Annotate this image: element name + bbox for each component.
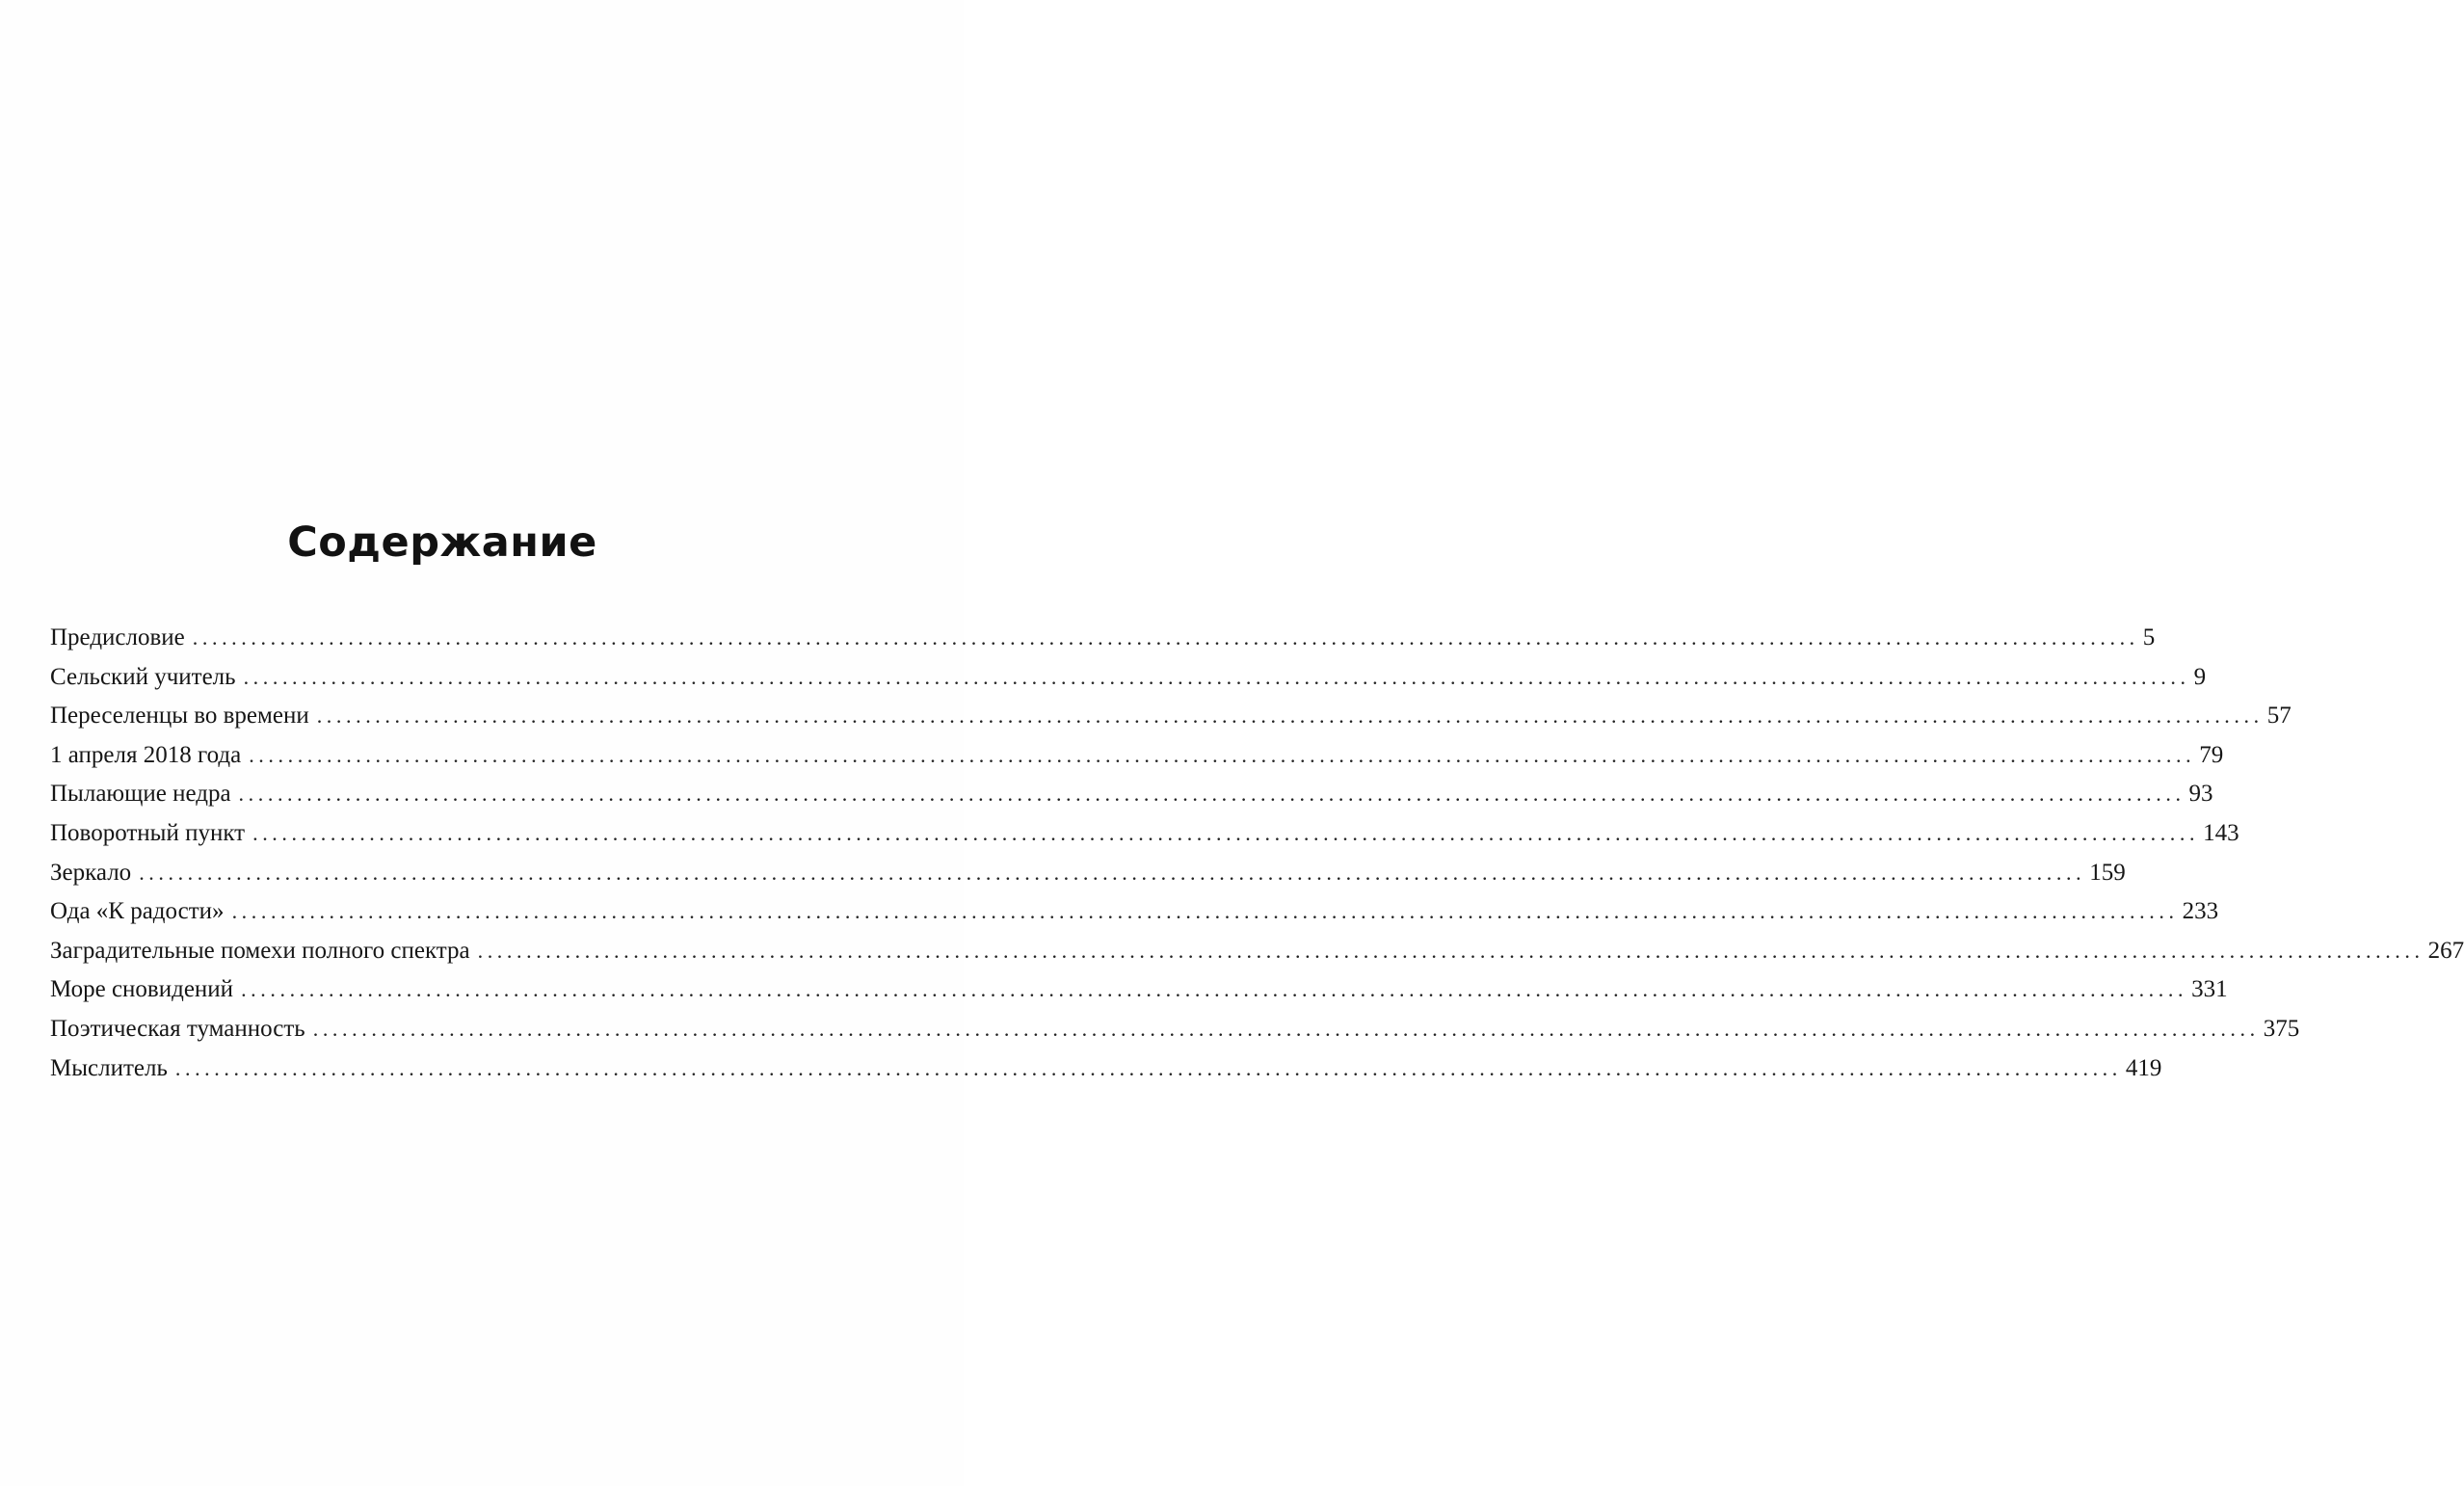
- toc-entry-label: Ода «К радости»: [50, 898, 225, 925]
- toc-entry-page: 233: [2182, 898, 2219, 925]
- toc-entry: [50, 697, 2292, 736]
- dot-leader: ........................................................................................................................................................................................................: [312, 1016, 2260, 1041]
- toc-entry-page: 57: [2266, 703, 2292, 730]
- toc-entry: [50, 736, 2224, 776]
- dot-leader: ........................................................................................................................................................................................................: [252, 820, 2200, 845]
- dot-leader: ........................................................................................................................................................................................................: [231, 899, 2179, 924]
- toc-entry: [50, 854, 2126, 893]
- page-title: Содержание: [287, 518, 597, 567]
- dot-leader: ........................................................................................................................................................................................................: [238, 782, 2186, 807]
- dot-leader: ........................................................................................................................................................................................................: [241, 977, 2188, 1002]
- toc-entry-label: 1 апреля 2018 года: [50, 741, 242, 768]
- toc-entry-label: Сельский учитель: [50, 663, 236, 690]
- toc-entry-page: 159: [2089, 859, 2126, 886]
- toc-entry-label: Переселенцы во времени: [50, 703, 309, 730]
- dot-leader: ........................................................................................................................................................................................................: [174, 1055, 2122, 1080]
- table-of-contents: [50, 619, 2464, 1088]
- toc-entry-page: 375: [2263, 1015, 2300, 1042]
- toc-entry-page: 5: [2142, 624, 2156, 650]
- toc-entry: [50, 892, 2219, 932]
- dot-leader: ........................................................................................................................................................................................................: [139, 860, 2086, 885]
- toc-entry: [50, 619, 2156, 658]
- toc-entry-label: Поворотный пункт: [50, 819, 246, 846]
- toc-entry-label: Зеркало: [50, 859, 132, 886]
- dot-leader: ........................................................................................................................................................................................................: [249, 742, 2196, 767]
- toc-entry-page: 93: [2188, 781, 2213, 808]
- toc-entry-page: 331: [2191, 976, 2228, 1003]
- toc-entry-page: 79: [2199, 741, 2224, 768]
- toc-entry: [50, 1049, 2162, 1089]
- dot-leader: ........................................................................................................................................................................................................: [477, 938, 2424, 963]
- dot-leader: ........................................................................................................................................................................................................: [316, 703, 2264, 729]
- toc-entry: [50, 658, 2207, 698]
- toc-entry-page: 267: [2427, 937, 2464, 964]
- toc-entry-page: 419: [2125, 1054, 2162, 1081]
- toc-entry: [50, 932, 2464, 971]
- toc-entry: [50, 814, 2239, 854]
- toc-entry-label: Мыслитель: [50, 1054, 168, 1081]
- toc-entry-label: Заградительные помехи полного спектра: [50, 937, 470, 964]
- toc-entry-label: Поэтическая туманность: [50, 1015, 305, 1042]
- toc-entry-page: 9: [2193, 663, 2207, 690]
- toc-entry: [50, 775, 2213, 814]
- toc-entry-label: Предисловие: [50, 624, 185, 650]
- toc-entry-page: 143: [2203, 819, 2239, 846]
- dot-leader: ........................................................................................................................................................................................................: [243, 664, 2190, 689]
- dot-leader: ........................................................................................................................................................................................................: [192, 625, 2139, 650]
- toc-entry: [50, 970, 2228, 1010]
- toc-entry-label: Пылающие недра: [50, 781, 231, 808]
- toc-entry-label: Море сновидений: [50, 976, 234, 1003]
- toc-entry: [50, 1010, 2300, 1049]
